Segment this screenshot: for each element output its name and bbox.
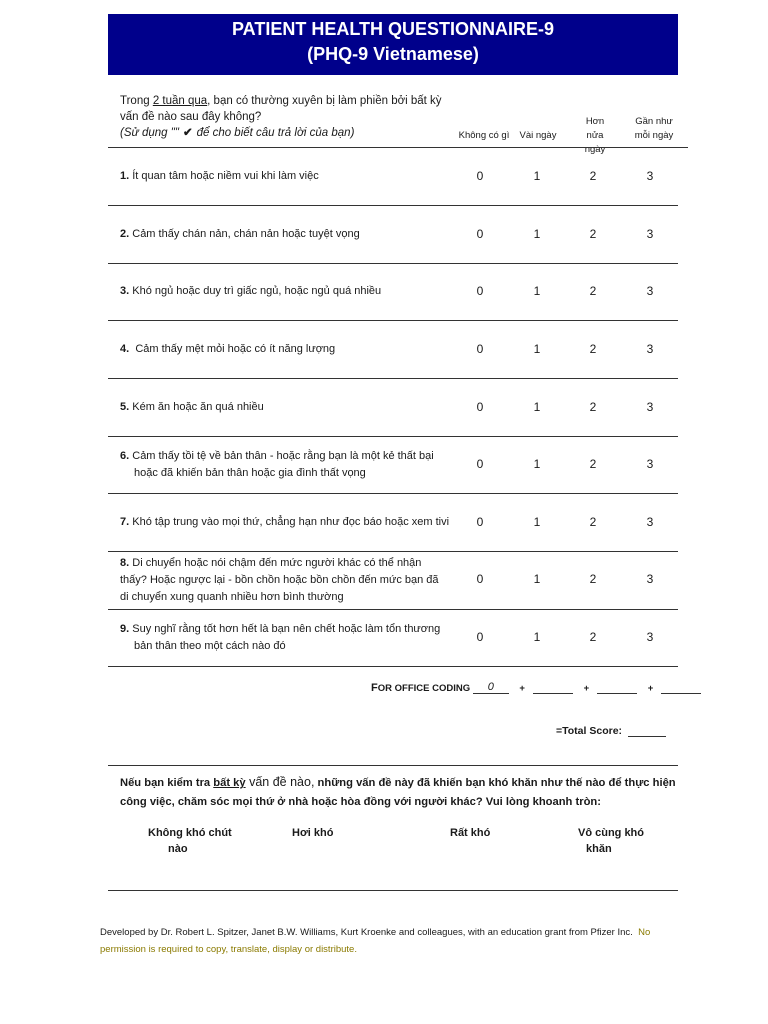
option-not-difficult[interactable] <box>148 825 232 857</box>
score-option[interactable]: 0 <box>476 572 484 586</box>
score-option[interactable]: 3 <box>646 515 654 529</box>
office-coding <box>371 681 701 694</box>
score-option[interactable]: 0 <box>476 227 484 241</box>
column-header-several-days: Vài ngày <box>519 130 557 141</box>
score-option[interactable]: 2 <box>589 630 597 644</box>
option-label: Không khó chút <box>148 827 232 839</box>
footer-permission-text: No permission is required to copy, translate, display or distribute. <box>100 927 651 955</box>
question-text: Cảm thấy chán nản, chán nản hoặc tuyệt vọng <box>132 228 360 240</box>
score-option[interactable]: 1 <box>533 227 541 241</box>
total-score-label: =Total Score: <box>556 725 623 737</box>
score-option[interactable]: 3 <box>646 169 654 183</box>
plus-sign: + <box>583 683 590 694</box>
score-option[interactable]: 3 <box>646 630 654 644</box>
option-label: Vô cùng khó <box>578 827 644 839</box>
score-option[interactable]: 2 <box>589 457 597 471</box>
office-coding-field-4[interactable] <box>661 681 701 694</box>
column-header-not-at-all: Không có gì <box>458 130 510 141</box>
score-option[interactable]: 2 <box>589 515 597 529</box>
footer-credits-text: Developed by Dr. Robert L. Spitzer, Janet B.W. Williams, Kurt Kroenke and colleagues, with an education grant from Pfizer Inc. <box>100 927 633 938</box>
instructions <box>120 93 450 141</box>
option-label: Rất khó <box>450 827 491 839</box>
score-option[interactable]: 2 <box>589 400 597 414</box>
question-text: Kém ăn hoặc ăn quá nhiều <box>132 401 264 413</box>
option-extremely-difficult[interactable] <box>578 825 644 857</box>
score-option[interactable]: 3 <box>646 227 654 241</box>
plus-sign: + <box>519 683 525 694</box>
office-coding-label-initial: F <box>371 682 378 694</box>
total-score-field[interactable] <box>628 724 666 737</box>
score-option[interactable]: 3 <box>646 342 654 356</box>
office-coding-label: OR OFFICE CODING <box>377 683 471 694</box>
score-option[interactable]: 1 <box>533 400 541 414</box>
question-5 <box>120 399 450 416</box>
score-option[interactable]: 1 <box>533 342 541 356</box>
instructions-text: Trong <box>120 95 153 107</box>
question-number: 7. <box>120 516 130 528</box>
instructions-hint: (Sử dụng "" <box>120 127 179 139</box>
score-option[interactable]: 3 <box>646 457 654 471</box>
page-subtitle: (PHQ-9 Vietnamese) <box>307 44 479 64</box>
office-coding-field-3[interactable] <box>597 681 637 694</box>
score-option[interactable]: 2 <box>589 572 597 586</box>
score-option[interactable]: 1 <box>533 169 541 183</box>
question-4 <box>120 341 450 358</box>
option-label-cont: khăn <box>586 843 612 855</box>
question-text-cont: bản thân theo một cách nào đó <box>134 640 286 652</box>
total-score <box>556 724 666 737</box>
question-7 <box>120 514 450 531</box>
divider <box>108 493 678 494</box>
score-option[interactable]: 2 <box>589 169 597 183</box>
column-header-more-than-half: Hơn nửa ngày <box>584 116 606 155</box>
question-number: 6. <box>120 450 130 462</box>
question-text: Khó tập trung vào mọi thứ, chẳng hạn như đọc báo hoặc xem tivi <box>132 516 450 528</box>
question-3 <box>120 283 450 300</box>
title-banner <box>108 14 678 75</box>
difficulty-text: Nếu bạn kiểm tra <box>120 777 214 789</box>
question-number: 9. <box>120 623 130 635</box>
score-option[interactable]: 1 <box>533 572 541 586</box>
difficulty-text-large: vấn đề nào, <box>245 775 315 789</box>
question-text: Di chuyển hoặc nói chậm đến mức người khác có thể nhận thấy? Hoặc ngược lại - bồn chồn hoặc bồn chồn đến mức bạn đã di chuyển xung quanh nhiều hơn bình thường <box>120 557 439 603</box>
question-6 <box>120 448 450 482</box>
question-number: 8. <box>120 557 130 569</box>
question-number: 2. <box>120 228 130 240</box>
divider <box>108 205 678 206</box>
question-1 <box>120 168 450 185</box>
question-text: Cảm thấy mệt mỏi hoặc có ít năng lượng <box>135 343 336 355</box>
score-option[interactable]: 0 <box>476 169 484 183</box>
divider <box>108 378 678 379</box>
divider <box>108 609 678 610</box>
office-coding-field-1[interactable]: 0 <box>473 681 509 694</box>
column-header-nearly-every-day: Gần như mỗi ngày <box>634 116 674 141</box>
option-very-difficult[interactable] <box>450 825 490 841</box>
divider <box>108 147 688 148</box>
question-text: Ít quan tâm hoặc niềm vui khi làm việc <box>132 170 319 182</box>
question-text: Cảm thấy tồi tệ về bản thân - hoặc rằng bạn là một kẻ thất bại <box>132 450 434 462</box>
footer-credits <box>100 924 680 958</box>
page-title: PATIENT HEALTH QUESTIONNAIRE-9 <box>231 19 554 39</box>
option-somewhat-difficult[interactable] <box>292 825 333 841</box>
score-option[interactable]: 0 <box>476 284 484 298</box>
score-option[interactable]: 2 <box>589 342 597 356</box>
question-2 <box>120 226 450 243</box>
score-option[interactable]: 0 <box>476 457 484 471</box>
option-label: Hơi khó <box>292 827 334 839</box>
divider <box>108 551 678 552</box>
score-option[interactable]: 1 <box>533 284 541 298</box>
score-option[interactable]: 0 <box>476 400 484 414</box>
question-8 <box>120 555 442 606</box>
score-option[interactable]: 1 <box>533 630 541 644</box>
plus-sign: + <box>647 683 654 694</box>
score-option[interactable]: 3 <box>646 400 654 414</box>
difficulty-underlined: bất kỳ <box>213 777 246 789</box>
question-number: 3. <box>120 285 130 297</box>
score-option[interactable]: 0 <box>476 630 484 644</box>
score-option[interactable]: 1 <box>533 515 541 529</box>
divider <box>108 263 678 264</box>
question-9 <box>120 621 450 655</box>
score-option[interactable]: 3 <box>646 284 654 298</box>
question-number: 1. <box>120 170 130 182</box>
instructions-hint-cont: để cho biết câu trả lời của bạn) <box>196 127 355 139</box>
question-text: Khó ngủ hoặc duy trì giấc ngủ, hoặc ngủ quá nhiều <box>132 285 382 297</box>
score-option[interactable]: 3 <box>646 572 654 586</box>
checkmark-icon: ✔ <box>182 127 193 139</box>
question-text-cont: hoặc đã khiến bản thân hoặc gia đình thất vọng <box>134 467 366 479</box>
score-option[interactable]: 2 <box>589 227 597 241</box>
instructions-period: 2 tuần qua <box>152 95 208 107</box>
question-number: 4. <box>120 343 130 355</box>
question-text: Suy nghĩ rằng tốt hơn hết là bạn nên chết hoặc làm tổn thương <box>132 623 441 635</box>
divider <box>108 320 678 321</box>
score-option[interactable]: 1 <box>533 457 541 471</box>
score-option[interactable]: 0 <box>476 342 484 356</box>
difficulty-text-cont: những vấn đề này đã khiến bạn khó khăn như thế nào để thực hiện công việc, chăm sóc mọi thứ ở nhà hoặc hòa đồng với người khác? Vui lòng khoanh tròn: <box>120 777 676 808</box>
divider <box>108 765 678 766</box>
score-option[interactable]: 2 <box>589 284 597 298</box>
divider <box>108 666 678 667</box>
question-number: 5. <box>120 401 130 413</box>
office-coding-field-2[interactable] <box>533 681 573 694</box>
instructions-text-cont: , bạn có thường xuyên bị làm phiền bởi bất kỳ vấn đề nào sau đây không? <box>120 95 442 123</box>
score-option[interactable]: 0 <box>476 515 484 529</box>
difficulty-question <box>120 773 680 812</box>
divider <box>108 436 678 437</box>
divider <box>108 890 678 891</box>
option-label-cont: nào <box>168 843 188 855</box>
